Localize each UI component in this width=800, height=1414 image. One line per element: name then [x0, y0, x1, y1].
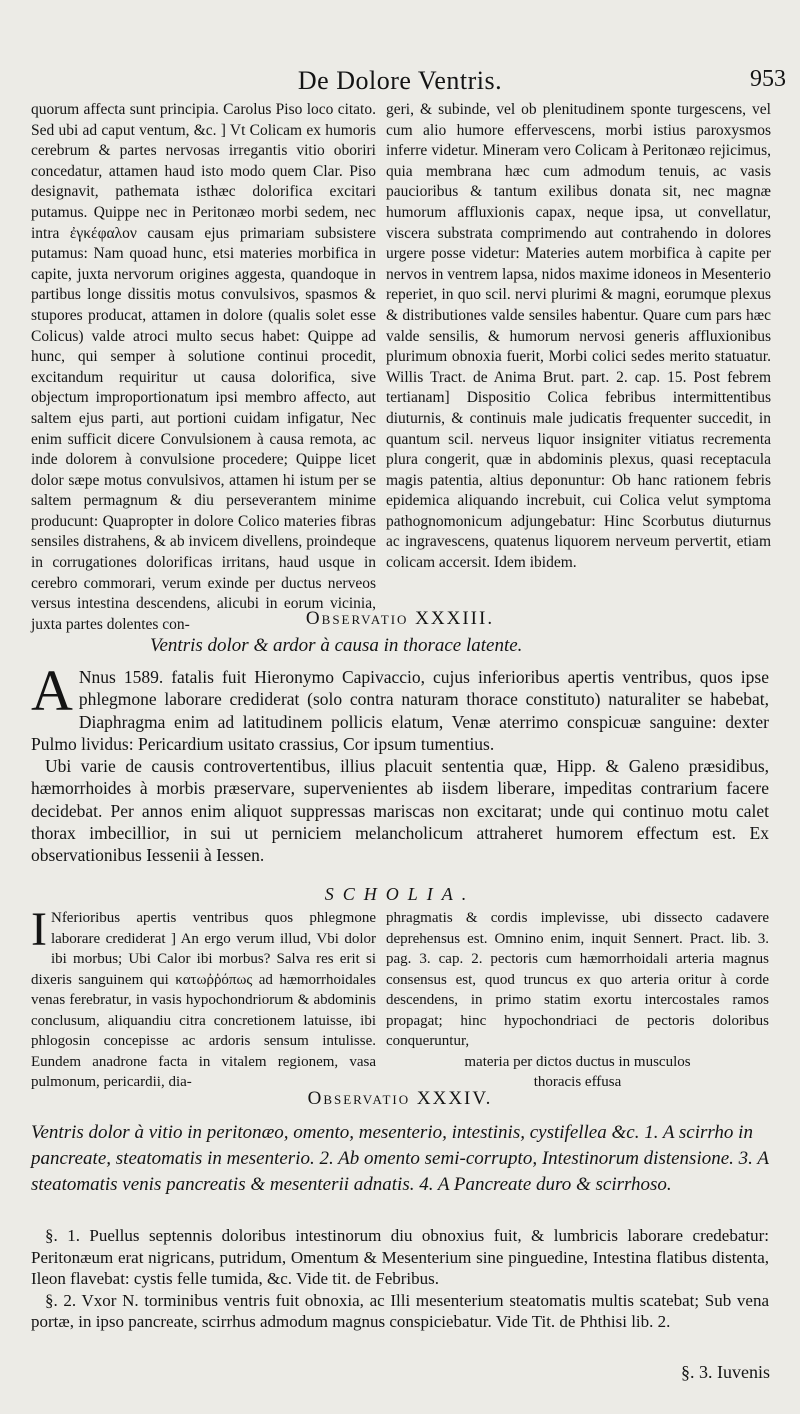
- catchword: §. 3. Iuvenis: [681, 1362, 770, 1382]
- left-column: [31, 100, 376, 635]
- scholia-left-column: [31, 903, 376, 1093]
- observation-34-body: [31, 1225, 769, 1333]
- scholia-drop-capital: I: [31, 903, 47, 956]
- page-number: 953: [750, 66, 786, 92]
- scholia-right-text: phragmatis & cordis implevisse, ubi dissecto cadavere deprehensus est. Omnino enim, inquit Sennert. Pract. lib. 3. pag. 3. cap. 2. pectoris cum hæmorrhoidali arteria magnus consensus est, quod truncus ex quo arteria oritur à corde descendens, in primo statim exortu intercostales ramos propagat; hinc hypochondriaci de pectoris doloribus conqueruntur,: [386, 910, 769, 1049]
- observation-33-subtitle: Ventris dolor & ardor à causa in thorace latente.: [150, 635, 523, 656]
- observation-33-paragraph-2: Ubi varie de causis controvertentibus, illius placuit sententia quæ, Hipp. & Galeno præsidibus, hæmorrhoides à morbis præservare, supervenientes ab iisdem liberare, impeditas contrarium facere decidebat. Per annos enim aliquot suppressas mariscas non excitarat; unde qui continuo motu calet thorax imbecillior, in sui ut perniciem melancholicum attraheret humorem effectum est. Ex observationibus Iessenii à Iessen.: [31, 756, 769, 866]
- observation-34-paragraph-2: §. 2. Vxor N. torminibus ventris fuit obnoxia, ac Illi mesenterium steatomatis multis scatebat; Sub vena portæ, in ipso pancreate, scirrhus admodum magnus conspiciebatur. Vide Tit. de Phthisi lib. 2.: [31, 1290, 769, 1331]
- observation-33-title: Observatio XXXIII.: [305, 608, 495, 629]
- scholia-right-end-line-1: materia per dictos ductus in musculos: [464, 1053, 691, 1070]
- scholia-heading: SCHOLIA.: [324, 884, 476, 904]
- observation-34-heading-block: [31, 1120, 769, 1198]
- observation-34-title: Observatio XXXIV.: [307, 1088, 493, 1109]
- right-column: [386, 100, 771, 574]
- scholia-right-end-line-2: thoracis effusa: [533, 1074, 622, 1090]
- scholia-left-text: I Nferioribus apertis ventribus quos phlegmone laborare crediderat ] An ergo verum illud, Vbi dolor ibi morbus; Ubi Calor ibi morbus? Salva res erit si dixeris sanguinem qui κατωῤῥόπως ad hæmorrhoidales venas ferebratur, in vasis hypochondriorum & abdominis conclusum, aliquandiu citra concretionem latuisse, ibi phlogosin concepisse ac ardoris sensum intulisse. Eundem anadrone facta in vitalem regionem, vasa pulmonum, pericardii, dia-: [31, 903, 376, 1090]
- left-column-text: quorum affecta sunt principia. Carolus Piso loco citato. Sed ubi ad caput ventum, &c. ] Vt Colicam ex humoris cerebrum & partes nervosas irregantis vitio oboriri concedatur, attamen haud isto modo quem Clar. Piso designavit, pathemata isthæc dolorifica excitari putamus. Quippe nec in Peritonæo morbi sedem, nec intra ἐγκέφαλον causam ejus primariam subsistere putamus: Nam quoad hunc, etsi materies morbifica in capite, juxta nervorum origines aggesta, quandoque in partibus longe dissitis motus convulsivos, spasmos & stupores producat, attamen in dolore (qualis solet esse Colicus) valde atroci multo secus habet: Quippe ad hunc, qui semper à solutione continui procedit, excitandum requiritur ut causa dolorifica, sive objectum improportionatum ipsi membro affecto, aut saltem ejus parti, aut portioni cuidam infigatur, Nec enim sufficit dicere Convulsionem à causa remota, ac inde dolorem à convulsione procedere; Quippe licet dolor sæpe motus convulsivos, attamen hi istum per se saltem permagnum & diu perseverantem minime producunt: Quapropter in dolore Colico materies fibras sensiles distrahens, & ab invicem divellens, proindeque in corrugationes dolorificas irritans, haud usque in cerebro commorari, verum exinde per ductus nerveos versus intestina descendens, alicubi in eorum vicinia, juxta partes dolentes con-: [31, 101, 376, 633]
- observation-33-body: [31, 658, 769, 867]
- observation-34-paragraph-1: §. 1. Puellus septennis doloribus intestinorum diu obnoxius fuit, & lumbricis laborare credebatur: Peritonæum erat nigricans, putridum, Omentum & Mesenterium sine pinguedine, Intestina flatibus distenta, Ileon flavebat: cystis felle tumida, &c. Vide tit. de Febribus.: [31, 1226, 769, 1288]
- drop-capital: A: [31, 658, 73, 723]
- scholia-right-column: [386, 908, 769, 1093]
- observation-33-paragraph-1: A Nnus 1589. fatalis fuit Hieronymo Capivaccio, cujus inferioribus apertis ventribus, quos ipse phlegmone laborare crediderat (solo contra naturam thorace constituto) naturaliter se habebat, Diaphragma enim ad latitudinem pollicis elatum, Venæ aterrimo conspicuæ sanguine: dexter Pulmo lividus: Pericardium usitato crassius, Cor ipsum tumentius.: [31, 658, 769, 754]
- running-head-title: De Dolore Ventris.: [297, 66, 503, 95]
- observation-34-heading: Ventris dolor à vitio in peritonæo, omento, mesenterio, intestinis, cystifellea &c. 1. A scirrho in pancreate, steatomatis in mesenterio. 2. Ab omento semi-corrupto, Intestinorum distensione. 3. A steatomatis venis pancreatis & mesenterii adnatis. 4. A Pancreate duro & scirrhoso.: [31, 1122, 769, 1195]
- right-column-text: geri, & subinde, vel ob plenitudinem sponte turgescens, vel cum alio humore effervescens, morbi istius paroxysmos inferre videtur. Mineram vero Colicam à Peritonæo rejicimus, quia membrana hæc cum admodum tenuis, ac vasis paucioribus & tantum exilibus donata sit, nec magnæ humorum affluxionis capax, neque ipsa, ut convellatur, viscera substrata comprimendo aut contrahendo in dolores urgere posse videtur: Materies autem morbifica à capite per nervos in ventrem lapsa, nidos maxime idoneos in Mesenterio reperiet, in quo scil. nervi plurimi & magni, eorumque plexus & distributiones valde sensiles habentur. Quare cum pars hæc valde sensilis, & humorum nervosi generis affluxionibus plurimum obnoxia fuerit, Morbi colici sedes merito statuatur. Willis Tract. de Anima Brut. part. 2. cap. 15. Post febrem tertianam] Dispositio Colica febribus intermittentibus diuturnis, & continuis male judicatis frequenter succedit, in quantum scil. nerveus liquor insigniter vitiatus recrementa plura congerit, quæ in abdominis plexus, quasi receptacula magis patentia, altius deponuntur: Ob hanc rationem febris epidemica aliquando increbuit, cui Colica velut symptoma pathognomonicum adjungebatur: Hinc Scorbutus diuturnus ac ingravescens, quatenus liquorem nerveum pervertit, etiam colicam accersit. Idem ibidem.: [386, 101, 771, 572]
